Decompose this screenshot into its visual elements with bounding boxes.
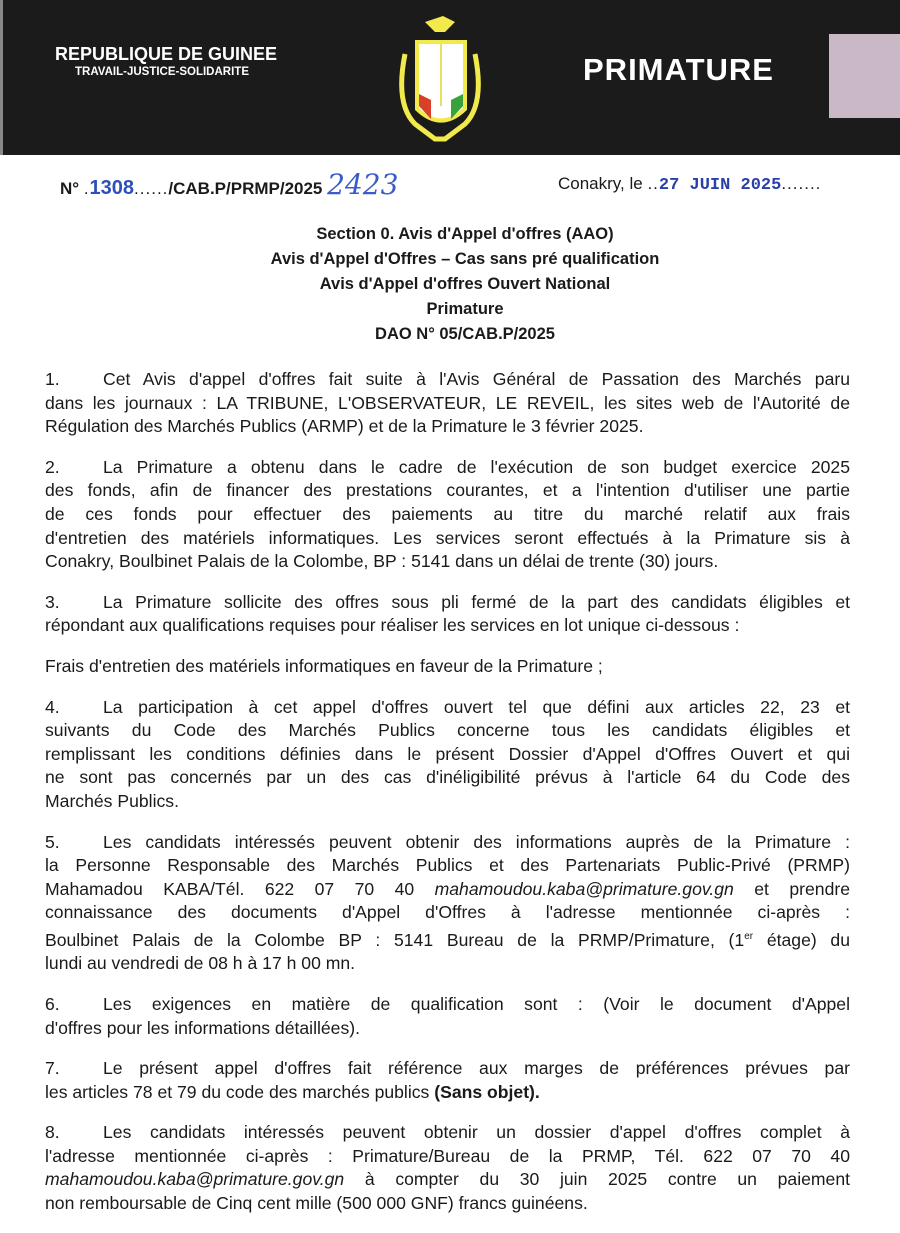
paragraph-number: 1. bbox=[45, 369, 60, 389]
text-segment: La Primature a obtenu dans le cadre de l'exécution de son budget exercice 2025 bbox=[103, 456, 850, 477]
letterhead-band bbox=[0, 0, 900, 155]
text-segment: Cet Avis d'appel d'offres fait suite à l'Avis Général de Passation des Marchés paru bbox=[103, 369, 850, 389]
text-line bbox=[45, 614, 850, 638]
email-text: mahamoudou.kaba@primature.gov.gn bbox=[45, 1169, 345, 1190]
dao-number: DAO N° 05/CAB.P/2025 bbox=[375, 325, 555, 343]
text-segment: la Personne Responsable des Marchés Publics et des Partenariats Public-Privé (PRMP) bbox=[45, 855, 850, 876]
city-label: Conakry, le bbox=[558, 174, 643, 193]
text-segment: non remboursable de Cinq cent mille (500 000 GNF) francs guinéens. bbox=[45, 1193, 588, 1214]
text-line bbox=[45, 743, 850, 767]
paragraph-number: 4. bbox=[45, 696, 60, 717]
text-line bbox=[45, 1145, 850, 1169]
text-segment: (Sans objet). bbox=[434, 1081, 540, 1102]
national-motto: TRAVAIL-JUSTICE-SOLIDARITE bbox=[75, 66, 249, 78]
notice-scope: Avis d'Appel d'offres Ouvert National bbox=[319, 275, 611, 293]
paragraph-number: 8. bbox=[45, 1122, 60, 1143]
text-line bbox=[45, 503, 850, 527]
text-line bbox=[45, 878, 850, 902]
text-segment: des fonds, afin de financer des prestations courantes, et a l'intention d'utiliser une partie bbox=[45, 480, 850, 501]
document-body bbox=[45, 368, 850, 1233]
paragraph-number: 2. bbox=[45, 456, 60, 477]
text-line bbox=[45, 831, 850, 855]
paragraph bbox=[45, 655, 850, 679]
paragraph-number: 3. bbox=[45, 591, 60, 612]
text-line bbox=[45, 696, 850, 720]
coat-of-arms-logo bbox=[395, 14, 485, 149]
handwritten-number: 2423 bbox=[327, 168, 399, 201]
text-segment: Boulbinet Palais de la Colombe BP : 5141 Bureau de la PRMP/Primature, (1 bbox=[45, 929, 745, 950]
text-segment: les articles 78 et 79 du code des marchés publics bbox=[45, 1081, 435, 1102]
ref-prefix: N° bbox=[60, 179, 80, 198]
text-line bbox=[45, 1081, 850, 1105]
text-segment: suivants du Code des Marchés Publics concerne tous les candidats éligibles et bbox=[45, 720, 850, 741]
paragraph-number: 7. bbox=[45, 1058, 60, 1079]
paragraph-number: 5. bbox=[45, 831, 60, 852]
text-segment: d'entretien des matériels informatiques. Les services seront effectués à la Primature sis à bbox=[45, 527, 850, 548]
text-segment: Les candidats intéressés peuvent obtenir des informations auprès de la Primature : bbox=[103, 831, 850, 852]
text-segment: Les exigences en matière de qualification sont : (Voir le document d'Appel bbox=[103, 993, 850, 1014]
text-line bbox=[45, 550, 850, 574]
text-line bbox=[45, 1192, 850, 1216]
text-line bbox=[45, 456, 850, 480]
text-line bbox=[45, 415, 850, 439]
text-line bbox=[45, 790, 850, 814]
text-segment: er bbox=[744, 930, 754, 942]
date-stamp: 27 JUIN 2025 bbox=[658, 176, 782, 195]
text-segment: Frais d'entretien des matériels informatiques en faveur de la Primature ; bbox=[45, 655, 603, 676]
text-line bbox=[45, 719, 850, 743]
text-line bbox=[45, 901, 850, 925]
paragraph-number: 6. bbox=[45, 993, 60, 1014]
republic-name: REPUBLIQUE DE GUINEE bbox=[55, 44, 278, 64]
text-line bbox=[45, 766, 850, 790]
paragraph bbox=[45, 1121, 850, 1215]
text-segment: Mahamadou KABA/Tél. 622 07 70 40 bbox=[45, 878, 435, 899]
paragraph bbox=[45, 591, 850, 638]
section-title: Section 0. Avis d'Appel d'offres (AAO) bbox=[316, 225, 614, 243]
emblem-stamp bbox=[829, 34, 900, 118]
text-line bbox=[45, 1168, 850, 1192]
text-segment: lundi au vendredi de 08 h à 17 h 00 mn. bbox=[45, 953, 356, 974]
text-segment: l'adresse mentionnée ci-après : Primature/Bureau de la PRMP, Tél. 622 07 70 40 bbox=[45, 1145, 850, 1166]
office-name: PRIMATURE bbox=[583, 52, 774, 87]
notice-type: Avis d'Appel d'Offres – Cas sans pré qualification bbox=[270, 250, 660, 268]
text-segment: et prendre bbox=[733, 878, 851, 899]
text-line bbox=[45, 479, 850, 503]
text-line bbox=[45, 655, 850, 679]
text-segment: d'offres pour les informations détaillées). bbox=[45, 1017, 360, 1038]
text-line bbox=[45, 854, 850, 878]
text-segment: à compter du 30 juin 2025 contre un paiement bbox=[344, 1169, 850, 1190]
text-segment: dans les journaux : LA TRIBUNE, L'OBSERVATEUR, LE REVEIL, les sites web de l'Autorité de bbox=[45, 392, 850, 413]
text-segment: ne sont pas concernés par un des cas d'inéligibilité prévus à l'article 64 du Code des bbox=[45, 767, 850, 788]
text-segment: étage) du bbox=[753, 929, 850, 950]
text-line bbox=[45, 591, 850, 615]
text-segment: Marchés Publics. bbox=[45, 790, 179, 811]
reference-number: N° .1308....../CAB.P/PRMP/2025 2423 bbox=[60, 168, 399, 201]
document-titles bbox=[150, 222, 780, 347]
text-line bbox=[45, 952, 850, 976]
text-segment: La participation à cet appel d'offres ouvert tel que défini aux articles 22, 23 et bbox=[103, 696, 850, 717]
text-line bbox=[45, 1017, 850, 1041]
text-segment: Les candidats intéressés peuvent obtenir un dossier d'appel d'offres complet à bbox=[103, 1122, 850, 1143]
text-segment: Conakry, Boulbinet Palais de la Colombe, BP : 5141 dans un délai de trente (30) jours. bbox=[45, 551, 719, 572]
text-line bbox=[45, 1057, 850, 1081]
text-line bbox=[45, 368, 850, 392]
paragraph bbox=[45, 456, 850, 574]
place-date: Conakry, le ..27 JUIN 2025....... bbox=[558, 174, 822, 195]
ref-number: 1308 bbox=[89, 177, 135, 199]
text-line bbox=[45, 925, 850, 952]
text-line bbox=[45, 1121, 850, 1145]
text-segment: Régulation des Marchés Publics (ARMP) et de la Primature le 3 février 2025. bbox=[45, 416, 644, 437]
text-segment: de ces fonds pour effectuer des paiements au titre du marché relatif aux frais bbox=[45, 503, 850, 524]
paragraph bbox=[45, 696, 850, 814]
email-text: mahamoudou.kaba@primature.gov.gn bbox=[434, 878, 734, 899]
issuer: Primature bbox=[426, 300, 504, 318]
ref-suffix: /CAB.P/PRMP/2025 bbox=[168, 179, 323, 198]
text-line bbox=[45, 993, 850, 1017]
text-line bbox=[45, 527, 850, 551]
paragraph bbox=[45, 993, 850, 1040]
text-line bbox=[45, 392, 850, 416]
text-segment: La Primature sollicite des offres sous pli fermé de la part des candidats éligibles et bbox=[103, 591, 850, 612]
paragraph bbox=[45, 1057, 850, 1104]
paragraph bbox=[45, 831, 850, 976]
text-segment: remplissant les conditions définies dans le présent Dossier d'Appel d'Offres Ouvert et qui bbox=[45, 743, 850, 764]
text-segment: répondant aux qualifications requises pour réaliser les services en lot unique ci-dessous : bbox=[45, 615, 740, 636]
text-segment: Le présent appel d'offres fait référence aux marges de préférences prévues par bbox=[103, 1058, 850, 1079]
text-segment: connaissance des documents d'Appel d'Offres à l'adresse mentionnée ci-après : bbox=[45, 902, 850, 923]
paragraph bbox=[45, 368, 850, 439]
